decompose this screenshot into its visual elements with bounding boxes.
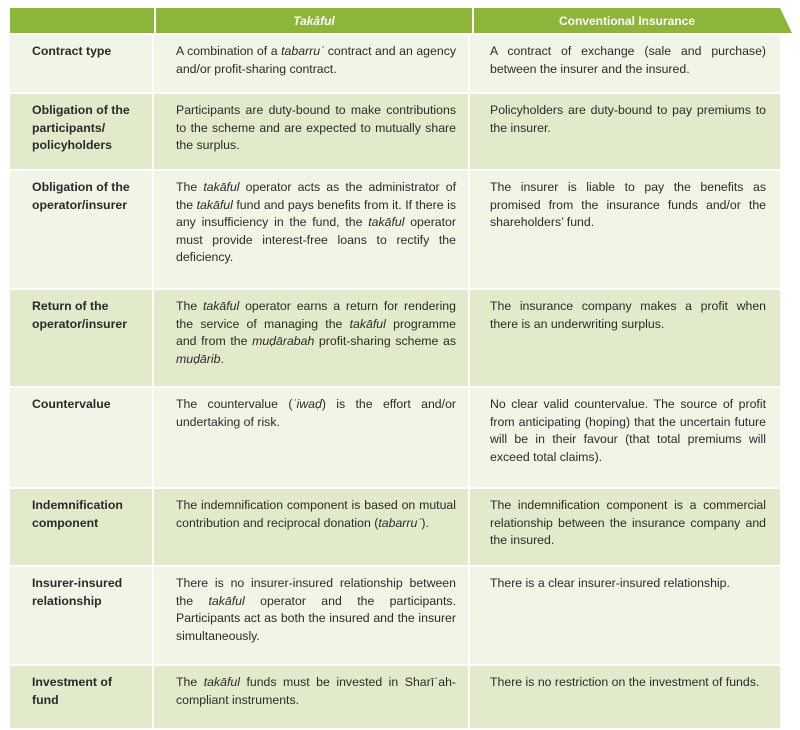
conventional-cell — [470, 567, 780, 664]
table-row — [10, 290, 780, 388]
table-row — [10, 94, 780, 171]
takaful-cell — [154, 388, 470, 487]
takaful-cell — [154, 666, 470, 728]
italic-term: takāful — [368, 215, 405, 229]
text-segment: No clear valid countervalue. The source of profit from anticipating (hoping) that the uncertain future will be in their favour (that total premiums will exceed total claims). — [490, 397, 766, 464]
italic-term: tabarruʿ — [378, 515, 422, 530]
header-blank — [10, 8, 156, 33]
text-segment: There is no restriction on the investment of funds. — [490, 675, 760, 689]
text-segment: contract and an agency and/or profit-sharing contract. — [176, 44, 456, 76]
text-segment: ). — [421, 515, 429, 530]
italic-term: takāful — [203, 675, 240, 689]
conventional-cell — [470, 489, 780, 565]
table-row — [10, 388, 780, 489]
text-segment: operator earns a return for rendering the service of managing the — [176, 299, 456, 331]
italic-term: takāful — [208, 593, 245, 608]
row-label: Return of the operator/insurer — [10, 290, 154, 386]
comparison-table — [10, 8, 780, 730]
text-segment: There is no insurer-insured relationship between the — [176, 576, 456, 608]
row-label: Obligation of the participants/ policyholders — [10, 94, 154, 169]
conventional-cell — [470, 94, 780, 169]
table-row — [10, 489, 780, 567]
text-segment: fund and pays benefits from it. If there is any insufficiency in the fund, the — [176, 197, 456, 229]
text-segment: The — [176, 299, 204, 313]
text-segment: programme and from the — [176, 316, 456, 348]
text-segment: Participants are duty-bound to make contributions to the scheme and are expected to mutually share the surplus. — [176, 103, 456, 152]
row-label: Countervalue — [10, 388, 154, 487]
takaful-cell — [154, 567, 470, 664]
table-row — [10, 171, 780, 290]
text-segment: The — [176, 180, 204, 194]
text-segment: A contract of exchange (sale and purchase) between the insurer and the insured. — [490, 44, 766, 76]
italic-term: muḍārib — [176, 351, 221, 366]
header-takaful — [156, 8, 474, 33]
takaful-cell — [154, 489, 470, 565]
text-segment: operator must provide interest-free loans to rectify the deficiency. — [176, 215, 456, 264]
takaful-cell — [154, 290, 470, 386]
text-segment: The indemnification component is a commercial relationship between the insurance company and the insured. — [490, 498, 766, 547]
conventional-cell — [470, 35, 780, 92]
italic-term: takāful — [203, 180, 240, 194]
italic-term: ʿiwaḍ — [292, 397, 322, 411]
text-segment: profit-sharing scheme as — [314, 334, 456, 348]
text-segment: operator and the participants. Participants act as both the insured and the insurer simultaneously. — [176, 593, 456, 643]
takaful-cell — [154, 35, 470, 92]
text-segment: ) is the effort and/or undertaking of risk. — [176, 397, 456, 429]
text-segment: The insurer is liable to pay the benefits as promised from the insurance funds and/or the shareholders’ fund. — [490, 180, 766, 229]
italic-term: tabarruʿ — [281, 44, 325, 58]
takaful-cell — [154, 94, 470, 169]
italic-term: muḍārabah — [252, 334, 315, 348]
text-segment: The indemnification component is based on mutual contribution and reciprocal donation ( — [176, 498, 456, 530]
text-segment: funds must be invested in Sharīʿah-compliant instruments. — [176, 675, 456, 707]
table-body — [10, 35, 780, 730]
conventional-cell — [470, 388, 780, 487]
text-segment: There is a clear insurer-insured relationship. — [490, 576, 730, 590]
text-segment: . — [220, 351, 224, 366]
takaful-cell — [154, 171, 470, 288]
row-label: Contract type — [10, 35, 154, 92]
row-label: Indemnification component — [10, 489, 154, 565]
table-row — [10, 666, 780, 730]
table-row — [10, 35, 780, 94]
row-label: Obligation of the operator/insurer — [10, 171, 154, 288]
italic-term: takāful — [203, 299, 240, 313]
conventional-cell — [470, 171, 780, 288]
text-segment: Policyholders are duty-bound to pay premiums to the insurer. — [490, 103, 766, 135]
conventional-cell — [470, 666, 780, 728]
text-segment: The countervalue ( — [176, 397, 293, 411]
text-segment: operator acts as the administrator of the — [176, 180, 457, 212]
text-segment: A combination of a — [176, 44, 282, 58]
italic-term: takāful — [349, 316, 386, 331]
text-segment: The — [176, 675, 204, 689]
header-takaful-label: Takāful — [293, 13, 335, 28]
text-segment: The insurance company makes a profit when there is an underwriting surplus. — [490, 299, 766, 331]
conventional-cell — [470, 290, 780, 386]
row-label: Insurer-insured relationship — [10, 567, 154, 664]
table-header — [10, 8, 780, 35]
row-label: Investment of fund — [10, 666, 154, 728]
table-row — [10, 567, 780, 666]
italic-term: takāful — [196, 197, 233, 212]
header-conventional: Conventional Insurance — [558, 13, 696, 28]
